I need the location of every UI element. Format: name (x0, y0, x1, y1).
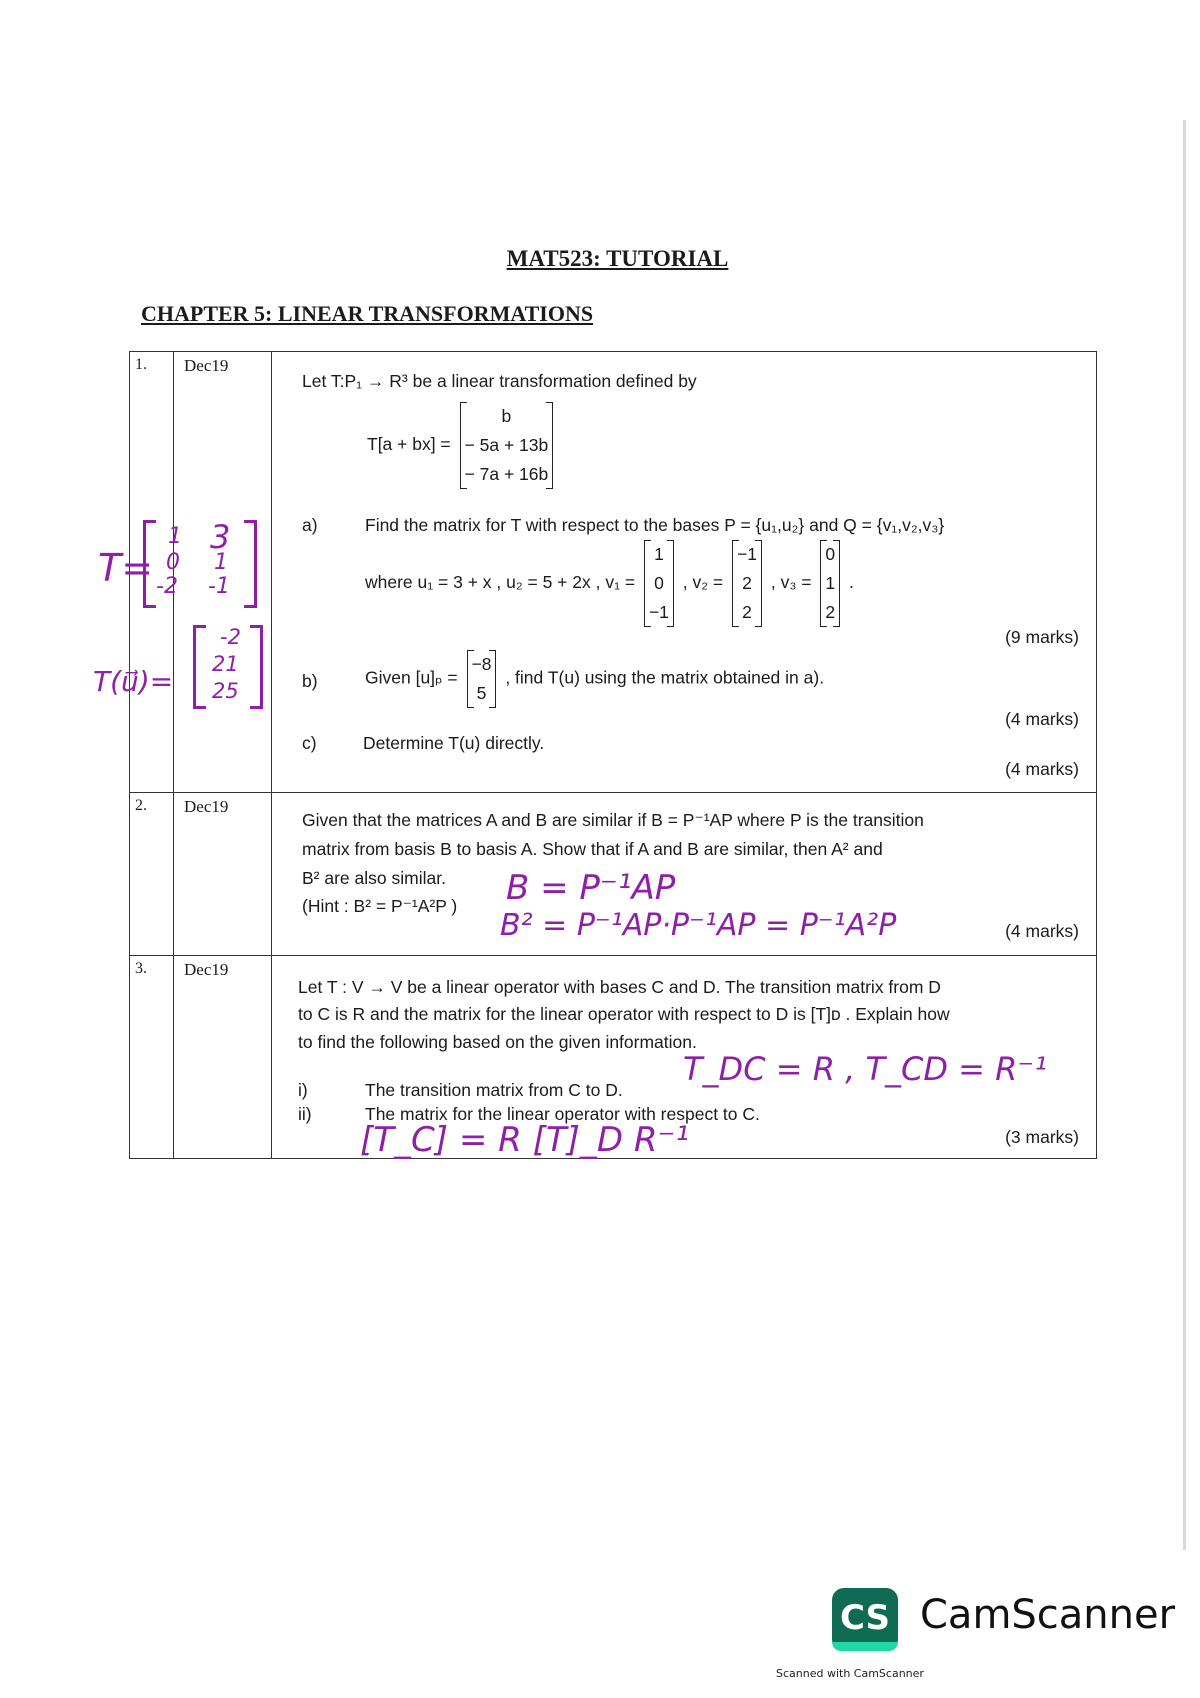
marks-label: (9 marks) (1005, 627, 1079, 647)
question-table (129, 351, 1097, 1159)
v2-label: , v₂ = (682, 572, 724, 593)
vector-entry: 1 (654, 544, 664, 564)
camscanner-logo: CS (832, 1588, 898, 1651)
marks-label: (4 marks) (1005, 759, 1079, 779)
q3-line: Let T : V → V be a linear operator with bases C and D. The transition matrix from D (298, 977, 941, 997)
q3-line: to C is R and the matrix for the linear operator with respect to D is [T]ᴅ . Explain how (298, 1004, 950, 1024)
chapter-heading: CHAPTER 5: LINEAR TRANSFORMATIONS (141, 301, 594, 326)
hw-entry: -2 (156, 574, 178, 599)
vector-entry: 2 (825, 602, 836, 622)
vector-entry: −8 (471, 654, 492, 674)
item-label: i) (298, 1080, 308, 1100)
q1b-given: Given [u]ₚ = (365, 667, 458, 688)
hw-q3-note: T_DC = R , T_CD = R⁻¹ (683, 1050, 1048, 1088)
v2-vector (732, 540, 762, 627)
camscanner-brand: CamScanner (920, 1592, 1176, 1638)
q1b-text (365, 650, 824, 708)
vector-entry: 0 (825, 544, 836, 564)
q1c-text: Determine T(u) directly. (363, 733, 545, 753)
hw-entry: 3 (210, 518, 231, 556)
question-session: Dec19 (174, 793, 272, 956)
q1-definition-lhs: T[a + bx] = (367, 434, 451, 455)
vector-entry: 0 (654, 573, 664, 593)
part-label: b) (302, 671, 318, 691)
v3-label: , v₃ = (770, 572, 812, 593)
question-row-1 (130, 352, 1097, 793)
hw-entry: 25 (212, 679, 239, 703)
vector-entry: 2 (742, 573, 752, 593)
question-session: Dec19 (174, 352, 272, 793)
q1a-where-text: where u₁ = 3 + x , u₂ = 5 + 2x , v₁ = (365, 572, 636, 593)
scan-edge (1183, 120, 1186, 1550)
q2-line: Given that the matrices A and B are similar if B = P⁻¹AP where P is the transition (302, 810, 924, 830)
vector-entry: −1 (648, 602, 669, 622)
hw-Tu-vector (193, 625, 263, 709)
vector-entry: 5 (476, 683, 487, 703)
hw-entry: 1 (214, 550, 228, 575)
q1-intro: Let T:P₁ → R³ be a linear transformation defined by (302, 371, 697, 391)
marks-label: (4 marks) (1005, 921, 1079, 941)
question-number: 1. (130, 352, 174, 793)
hw-Tu-label: T(u⃗)= (93, 665, 174, 698)
matrix-entry: − 7a + 16b (464, 464, 549, 484)
q2-hint: (Hint : B² = P⁻¹A²P ) (302, 896, 458, 916)
question-session: Dec19 (174, 956, 272, 1159)
part-label: a) (302, 515, 318, 535)
hw-T-label: T= (98, 546, 154, 590)
hw-q3-formula: [T_C] = R [T]_D R⁻¹ (360, 1120, 690, 1160)
part-label: c) (302, 733, 317, 753)
v3-vector (820, 540, 840, 627)
q2-line: matrix from basis B to basis A. Show that if A and B are similar, then A² and (302, 839, 883, 859)
hw-T-matrix (143, 520, 257, 608)
q3-item: The transition matrix from C to D. (365, 1080, 623, 1100)
question-number: 2. (130, 793, 174, 956)
question-body (272, 352, 1097, 793)
item-label: ii) (298, 1104, 312, 1124)
u-coord-vector (467, 650, 497, 708)
q1b-instruction: , find T(u) using the matrix obtained in a). (505, 667, 825, 688)
vector-entry: 2 (742, 602, 752, 622)
q1a-text: Find the matrix for T with respect to the bases P = {u₁,u₂} and Q = {v₁,v₂,v₃} (365, 515, 945, 535)
q3-item: The matrix for the linear operator with respect to C. (365, 1104, 760, 1124)
q1-definition-matrix (460, 402, 554, 489)
marks-label: (3 marks) (1005, 1127, 1079, 1147)
hw-entry: 1 (168, 524, 182, 549)
page-title: MAT523: TUTORIAL (506, 246, 729, 271)
q2-line: B² are also similar. (302, 868, 446, 888)
hw-entry: -2 (220, 625, 241, 649)
hw-entry: -1 (208, 574, 230, 599)
v1-vector (644, 540, 674, 627)
camscanner-caption: Scanned with CamScanner (776, 1667, 924, 1680)
q3-line: to find the following based on the given information. (298, 1032, 697, 1052)
hw-entry: 21 (212, 652, 239, 676)
hw-q2-line2: B² = P⁻¹AP·P⁻¹AP = P⁻¹A²P (500, 908, 897, 943)
vector-entry: −1 (737, 544, 757, 564)
question-number: 3. (130, 956, 174, 1159)
matrix-entry: b (501, 406, 512, 426)
marks-label: (4 marks) (1005, 709, 1079, 729)
q1-definition (367, 402, 557, 489)
vector-entry: 1 (825, 573, 836, 593)
hw-q2-line1: B = P⁻¹AP (506, 868, 676, 908)
hw-entry: 0 (166, 550, 180, 575)
matrix-entry: − 5a + 13b (464, 435, 549, 455)
q1a-where: where u₁ = 3 + x , u₂ = 5 + 2x , v₁ = 1 0 −1 , v₂ = −1 2 2 , v₃ = 0 1 2 . (365, 540, 854, 627)
